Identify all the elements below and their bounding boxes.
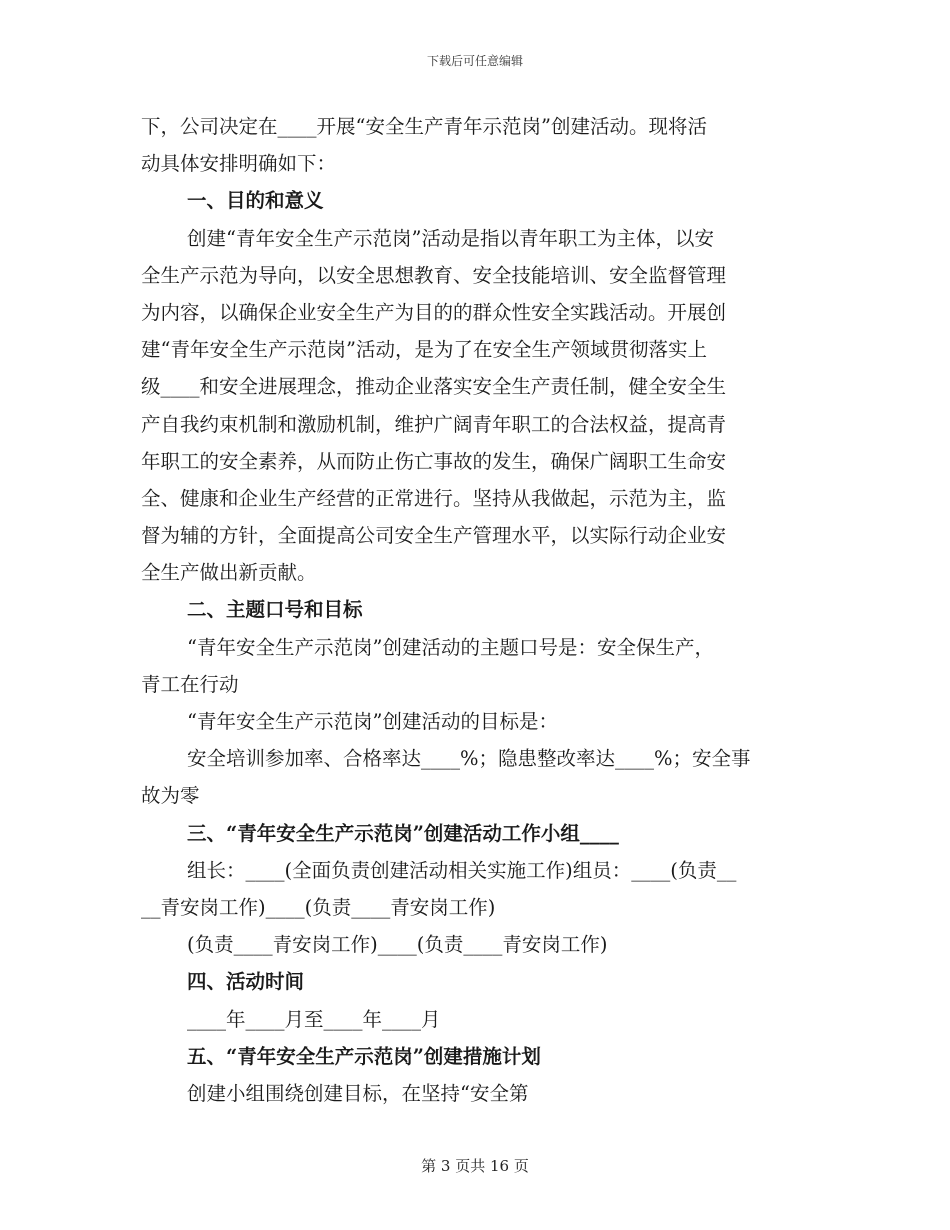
text-line: __青安岗工作)____(负责____青安岗工作) <box>141 895 496 919</box>
text-line: 全生产做出新贡献。 <box>141 561 317 585</box>
text-line: 创建小组围绕创建目标，在坚持“安全第 <box>187 1081 529 1105</box>
section-heading: 三、“青年安全生产示范岗”创建活动工作小组____ <box>187 821 619 845</box>
text-line: 下，公司决定在____开展“安全生产青年示范岗”创建活动。现将活 <box>141 115 707 138</box>
text-line: 故为零 <box>141 784 200 808</box>
section-heading: 四、活动时间 <box>187 970 305 994</box>
text-line: ____年____月至____年____月 <box>187 1007 441 1031</box>
document-body <box>141 108 806 1112</box>
text-line: 督为辅的方针，全面提高公司安全生产管理水平，以实际行动企业安 <box>141 524 727 548</box>
page-header: 下载后可任意编辑 <box>426 54 523 68</box>
page-number: 第 3 页共 16 页 <box>421 1157 529 1175</box>
text-line: 动具体安排明确如下： <box>141 152 337 176</box>
text-line: 创建“青年安全生产示范岗”活动是指以青年职工为主体，以安 <box>187 226 714 250</box>
text-line: 安全培训参加率、合格率达____%；隐患整改率达____%；安全事 <box>187 747 751 771</box>
text-line: 全生产示范为导向，以安全思想教育、安全技能培训、安全监督管理 <box>141 263 727 287</box>
text-line: 级____和安全进展理念，推动企业落实安全生产责任制，健全安全生 <box>141 375 727 399</box>
text-line: 组长：____(全面负责创建活动相关实施工作)组员：____(负责__ <box>187 858 737 882</box>
text-line: 产自我约束机制和激励机制，维护广阔青年职工的合法权益，提高青 <box>141 412 727 436</box>
text-line: (负责____青安岗工作)____(负责____青安岗工作) <box>187 933 608 957</box>
text-line: 建“青年安全生产示范岗”活动，是为了在安全生产领域贯彻落实上 <box>141 338 707 362</box>
section-heading: 二、主题口号和目标 <box>187 598 363 622</box>
text-line: 为内容，以确保企业安全生产为目的的群众性安全实践活动。开展创 <box>141 300 727 324</box>
text-line: 青工在行动 <box>141 672 239 696</box>
text-line: 年职工的安全素养，从而防止伤亡事故的发生，确保广阔职工生命安 <box>141 449 727 473</box>
text-line: “青年安全生产示范岗”创建活动的主题口号是：安全保生产， <box>187 635 714 659</box>
section-heading: 五、“青年安全生产示范岗”创建措施计划 <box>187 1044 541 1068</box>
text-line: “青年安全生产示范岗”创建活动的目标是： <box>187 710 558 733</box>
text-line: 全、健康和企业生产经营的正常进行。坚持从我做起，示范为主，监 <box>141 486 727 510</box>
section-heading: 一、目的和意义 <box>187 189 324 213</box>
